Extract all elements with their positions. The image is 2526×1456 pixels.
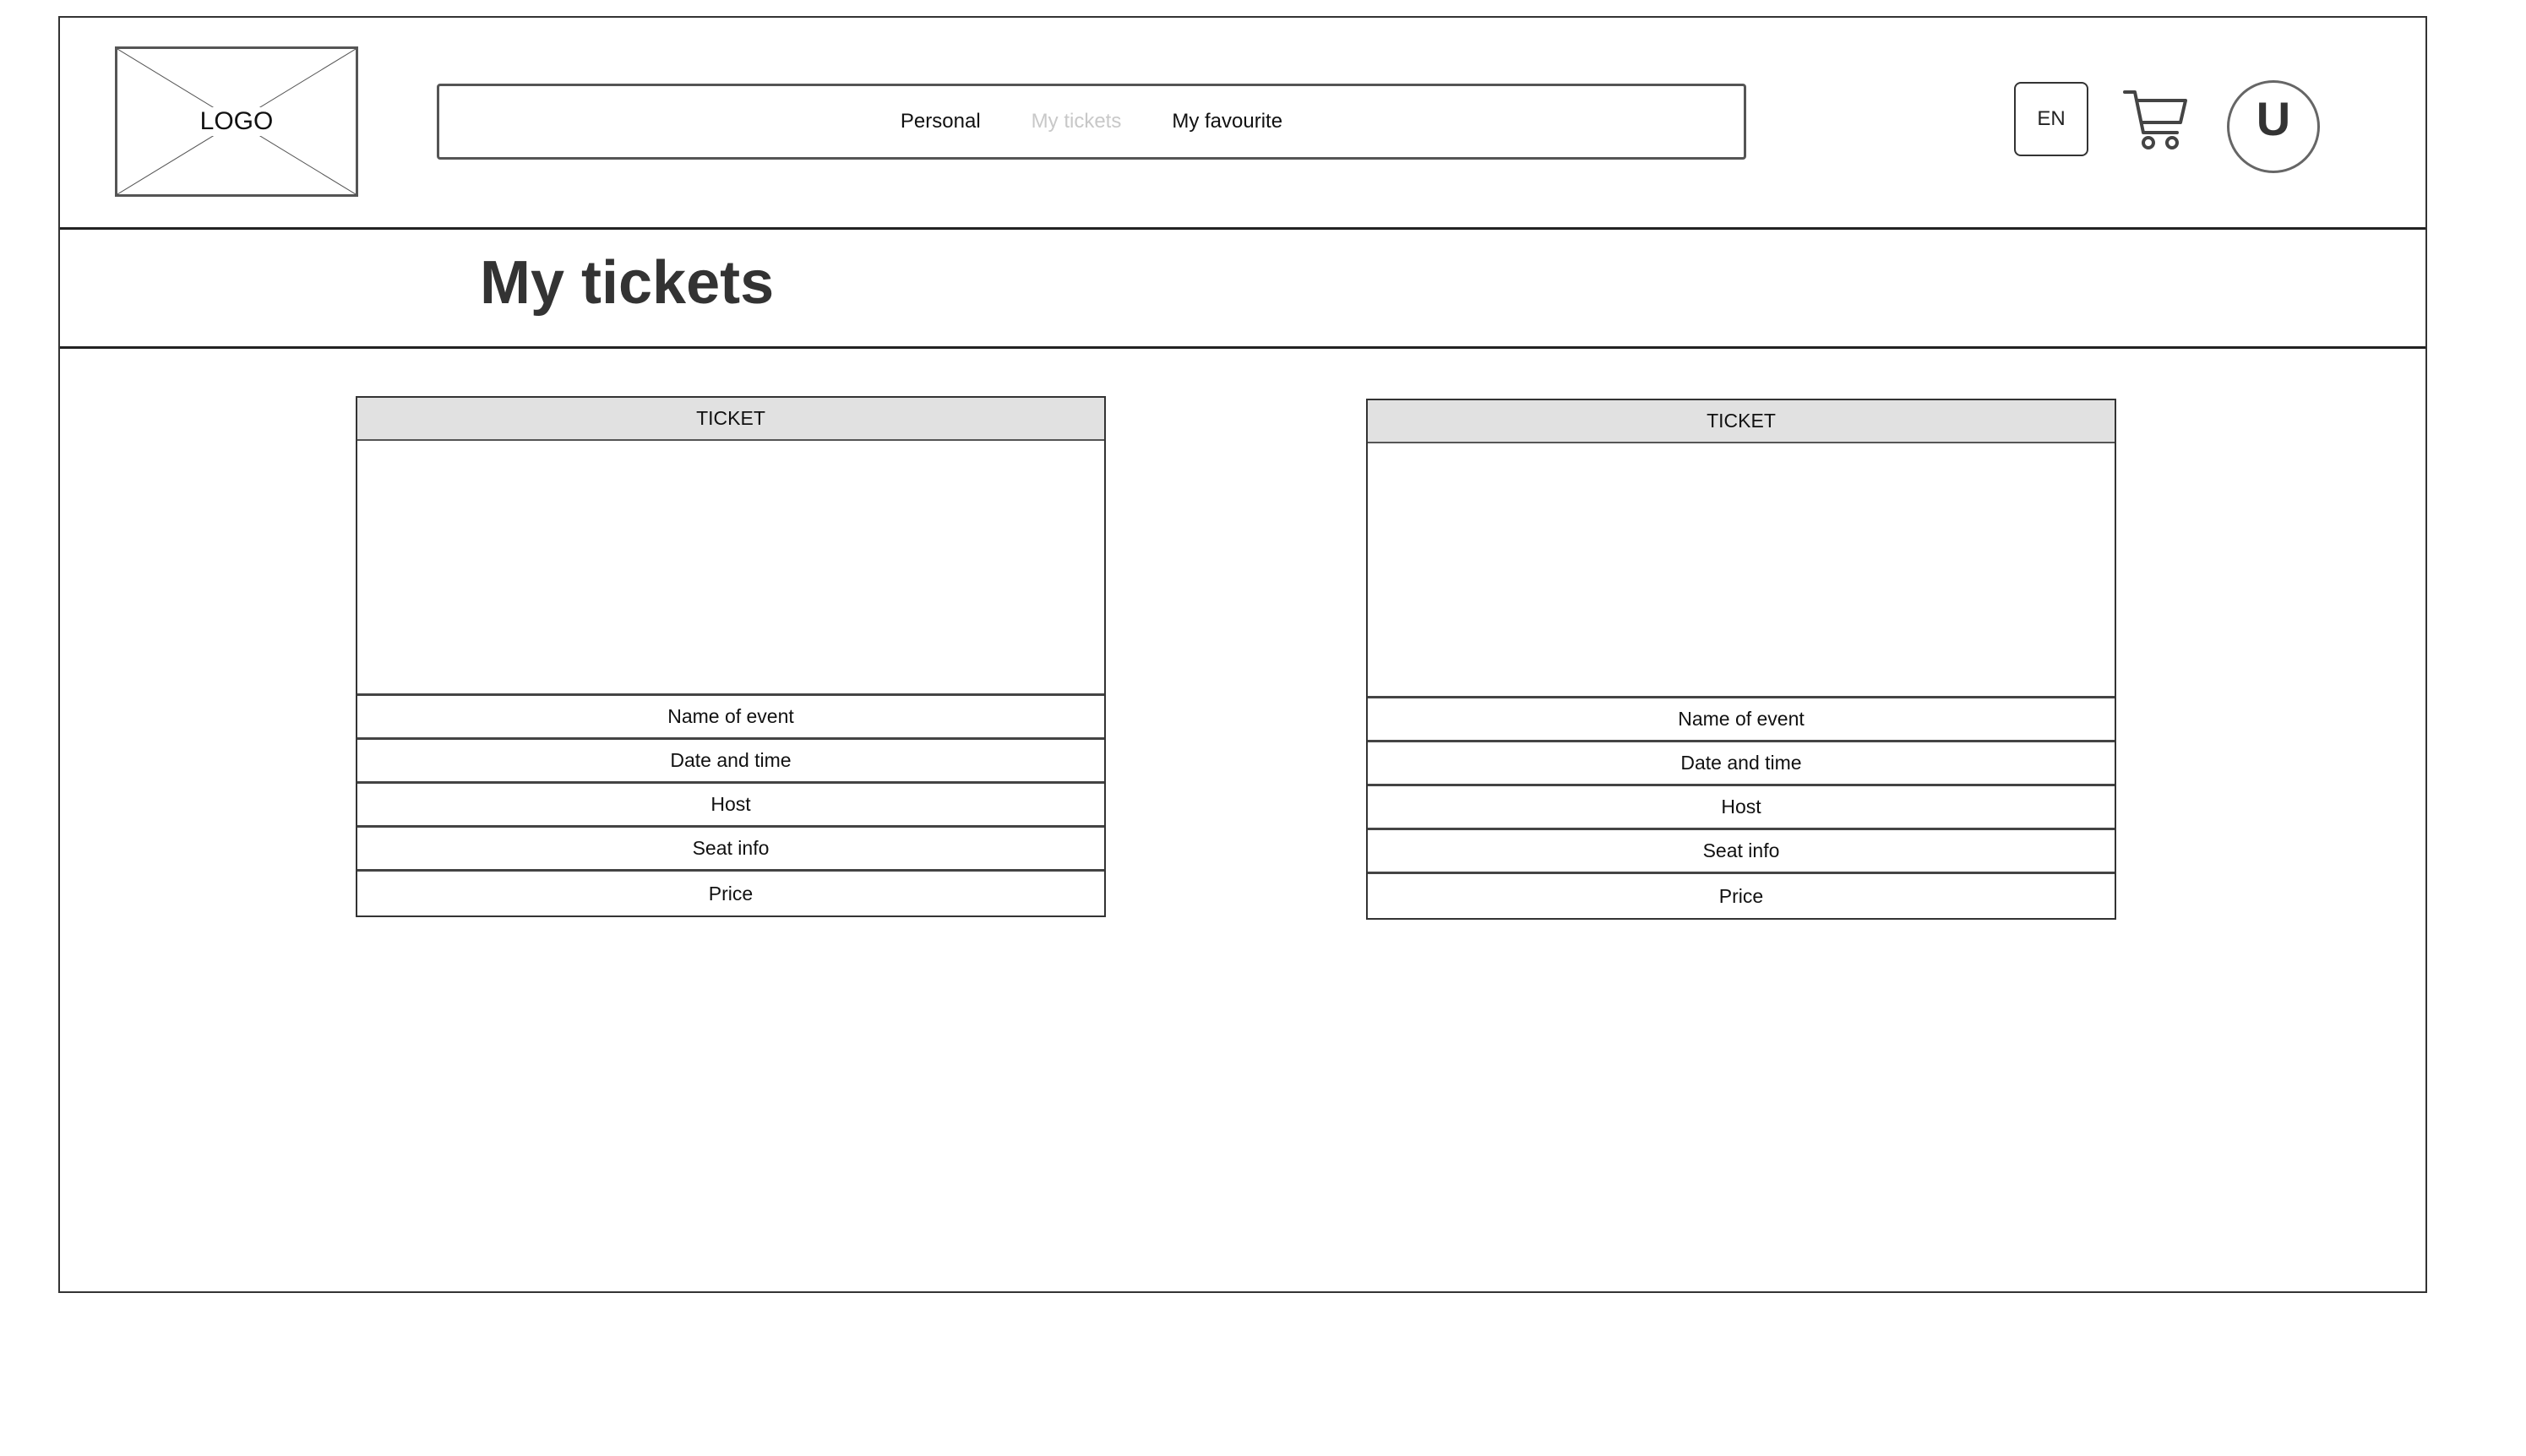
ticket-header: TICKET (1368, 400, 2115, 443)
ticket-field-seat-info: Seat info (357, 828, 1104, 872)
page-frame (58, 16, 2427, 1293)
logo-text: LOGO (195, 107, 279, 136)
cart-icon (2121, 85, 2191, 155)
avatar[interactable]: U (2227, 80, 2320, 173)
ticket-header: TICKET (357, 398, 1104, 441)
ticket-field-price: Price (708, 882, 754, 905)
title-band (60, 230, 2425, 349)
ticket-field-date-time: Date and time (357, 740, 1104, 784)
language-button[interactable]: EN (2014, 82, 2088, 156)
ticket-field-host: Host (1368, 786, 2115, 830)
ticket-field-date-time: Date and time (1368, 742, 2115, 786)
nav-item-my-favourite[interactable]: My favourite (1172, 110, 1283, 133)
ticket-field-event-name: Name of event (357, 696, 1104, 740)
page-title: My tickets (480, 249, 775, 317)
ticket-field-event-name: Name of event (1368, 698, 2115, 742)
main-nav (437, 84, 1746, 160)
ticket-image-placeholder (357, 441, 1104, 696)
cart-button[interactable] (2121, 85, 2191, 155)
ticket-field-price: Price (1718, 884, 1764, 907)
nav-item-my-tickets[interactable]: My tickets (1031, 110, 1122, 133)
header (60, 18, 2425, 230)
ticket-card[interactable] (356, 396, 1106, 917)
ticket-field-seat-info: Seat info (1368, 830, 2115, 874)
ticket-image-placeholder (1368, 443, 2115, 698)
nav-item-personal[interactable]: Personal (900, 110, 981, 133)
ticket-field-host: Host (357, 784, 1104, 828)
logo[interactable] (115, 46, 358, 197)
ticket-card[interactable] (1366, 399, 2116, 920)
